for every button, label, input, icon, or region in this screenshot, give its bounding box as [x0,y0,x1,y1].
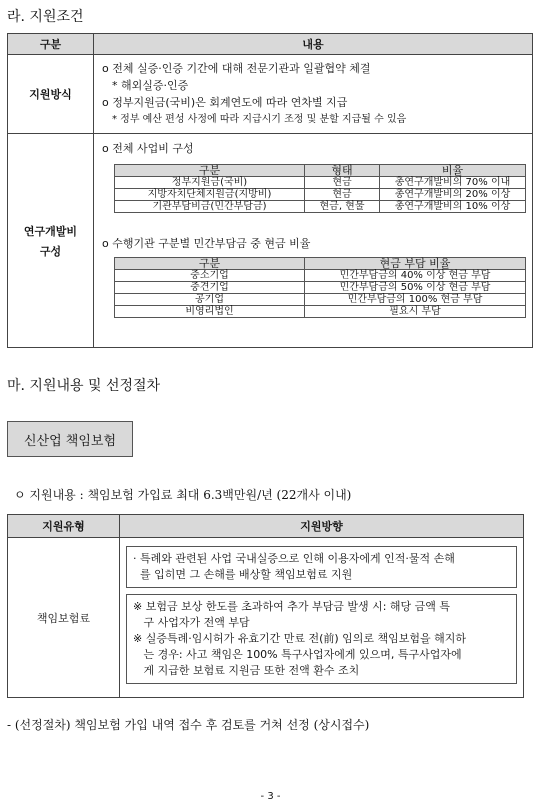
cash-cell: 중소기업 [115,270,305,282]
table-row [115,201,526,213]
support-method-content [94,55,533,134]
cash-cell: 중견기업 [115,282,305,294]
cost-cell: 현금 [305,177,380,189]
label-support-method: 지원방식 [8,55,94,134]
cost-header: 비율 [380,165,526,177]
cost-cell: 총연구개발비의 20% 이상 [380,189,526,201]
page-number: - 3 - [260,791,281,802]
support-content-line: ㅇ 지원내용 : 책임보험 가입료 최대 6.3백만원/년 (22개사 이내) [14,488,352,502]
cost-cell: 총연구개발비의 10% 이상 [380,201,526,213]
cost-cell: 지방자치단체지원금(지방비) [115,189,305,201]
insurance-notes [126,594,517,684]
cost-cell: 현금, 현물 [305,201,380,213]
table-row [115,306,526,318]
cash-header: 구분 [115,258,305,270]
cash-header: 현금 부담 비율 [305,258,526,270]
selection-procedure-line: - (선정절차) 책임보험 가입 내역 접수 후 검토를 거쳐 선정 (상시접수) [7,718,370,732]
cash-cell: 비영리법인 [115,306,305,318]
cash-cell: 필요시 부담 [305,306,526,318]
support-conditions-table [7,33,533,348]
cash-cell: 민간부담금의 50% 이상 현금 부담 [305,282,526,294]
cash-cell: 공기업 [115,294,305,306]
rnd-cost-content [94,134,533,348]
header-content: 내용 [94,34,533,55]
header-support-direction: 지원방향 [120,515,524,538]
cash-cell: 민간부담금의 40% 이상 현금 부담 [305,270,526,282]
header-category: 구분 [8,34,94,55]
cash-ratio-title: o 수행기관 구분별 민간부담금 중 현금 비율 [102,237,311,250]
cost-composition-table [114,164,526,213]
section-title-ra: 라. 지원조건 [7,9,84,25]
support-method-note: * 해외실증·인증 [112,79,189,92]
desc-line: 를 입히면 그 손해를 배상할 책임보험료 지원 [133,568,353,581]
note-line: 게 지급한 보험료 지원금 또한 전액 환수 조치 [133,664,360,677]
cash-ratio-table [114,257,526,318]
support-method-line: o 전체 실증·인증 기간에 대해 전문기관과 일괄협약 체결 [102,62,371,75]
insurance-description [126,546,517,588]
cost-cell: 정부지원금(국비) [115,177,305,189]
rnd-label-line2: 구성 [39,244,62,258]
note-line: 구 사업자가 전액 부담 [133,616,250,629]
insurance-content [120,538,524,698]
desc-line: · 특례와 관련된 사업 국내실증으로 인해 이용자에게 인적·물적 손해 [133,552,455,565]
support-method-line: o 정부지원금(국비)은 회계연도에 따라 연차별 지급 [102,96,348,109]
note-line: ※ 보험금 보상 한도를 초과하여 추가 부담금 발생 시: 해당 금액 특 [133,600,451,613]
table-row [115,282,526,294]
label-insurance-fee: 책임보험료 [8,538,120,698]
cost-header: 형태 [305,165,380,177]
table-row [115,270,526,282]
rnd-label-line1: 연구개발비 [23,224,78,238]
cost-header: 구분 [115,165,305,177]
insurance-box: 신산업 책임보험 [7,421,133,457]
cost-composition-title: o 전체 사업비 구성 [102,142,194,155]
cost-cell: 기관부담비금(민간부담금) [115,201,305,213]
cost-cell: 총연구개발비의 70% 이내 [380,177,526,189]
table-row [115,189,526,201]
section-title-ma: 마. 지원내용 및 선정절차 [7,378,161,394]
note-line: 는 경우: 사고 책임은 100% 특구사업자에게 있으며, 특구사업자에 [133,648,462,661]
insurance-table [7,514,524,698]
table-row [115,177,526,189]
cost-cell: 현금 [305,189,380,201]
support-method-note: * 정부 예산 편성 사정에 따라 지급시기 조정 및 분할 지급될 수 있음 [112,114,407,125]
table-row [115,294,526,306]
label-rnd-cost-composition [8,134,94,348]
cash-cell: 민간부담금의 100% 현금 부담 [305,294,526,306]
header-support-type: 지원유형 [8,515,120,538]
note-line: ※ 실증특례·임시허가 유효기간 만료 전(前) 임의로 책임보험을 해지하 [133,632,467,645]
